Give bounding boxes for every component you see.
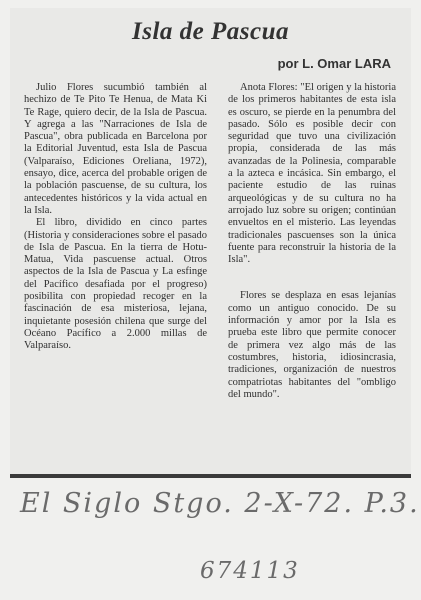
clipping-bottom-rule bbox=[10, 474, 411, 478]
article-column-right bbox=[228, 82, 396, 401]
article-byline: por L. Omar LARA bbox=[277, 56, 391, 71]
handwritten-source-note: El Siglo Stgo. 2-X-72. P.3. bbox=[20, 488, 420, 519]
paragraph: Anota Flores: "El origen y la historia de los primeros habitantes de esta isla es oscuro, se pierde en la penumbra del pasado. Sólo es posible decir con seguridad que tuvo una civilización propia, considerada de las más avanzadas de la Polinesia, comparable a la azteca e incásica. Sin embargo, el paciente estudio de las ruinas arqueológicas y de su cultura no ha arrojado luz sobre su origen; continúan envueltos en el misterio. Las leyendas tradicionales pascuenses son la única fuente para reconstruir la historia de la Isla". bbox=[228, 82, 396, 266]
article-column-left bbox=[24, 82, 207, 353]
handwritten-catalog-number: 674113 bbox=[200, 558, 300, 584]
article-title: Isla de Pascua bbox=[132, 18, 289, 45]
paragraph: El libro, dividido en cinco partes (Historia y consideraciones sobre el pasado de Isla de Pascua. En la tierra de Hotu-Matua, Vida pascuense actual. Otros aspectos de la Isla de Pascua y La esfinge del Pacífico desafiada por el progreso) posibilita con propiedad recoger en la fascinación de esa misteriosa, lejana, inquietante posesión chilena que surge del Océano Pacífico a 2.000 millas de Valparaíso. bbox=[24, 217, 207, 352]
paragraph: Flores se desplaza en esas lejanías como un antiguo conocido. De su información y amor por la Isla es prueba este libro que permite conocer de primera vez algo más de las costumbres, historia, idiosincrasia, tradiciones, organización de nuestros compatriotas habitantes del "ombligo del mundo". bbox=[228, 290, 396, 400]
paragraph: Julio Flores sucumbió también al hechizo de Te Pito Te Henua, de Mata Ki Te Rage, quiero decir, de la Isla de Pascua. Y agrega a las "Narraciones de Isla de Pascua", obra publicada en Barcelona por la Editorial Juventud, esta Isla de Pascua (Valparaíso, Ediciones Oreliana, 1972), ensayo, dice, acerca del probable origen de la población pascuense, de su cultura, los antecedentes históricos y la vida actual en la Isla. bbox=[24, 82, 207, 216]
